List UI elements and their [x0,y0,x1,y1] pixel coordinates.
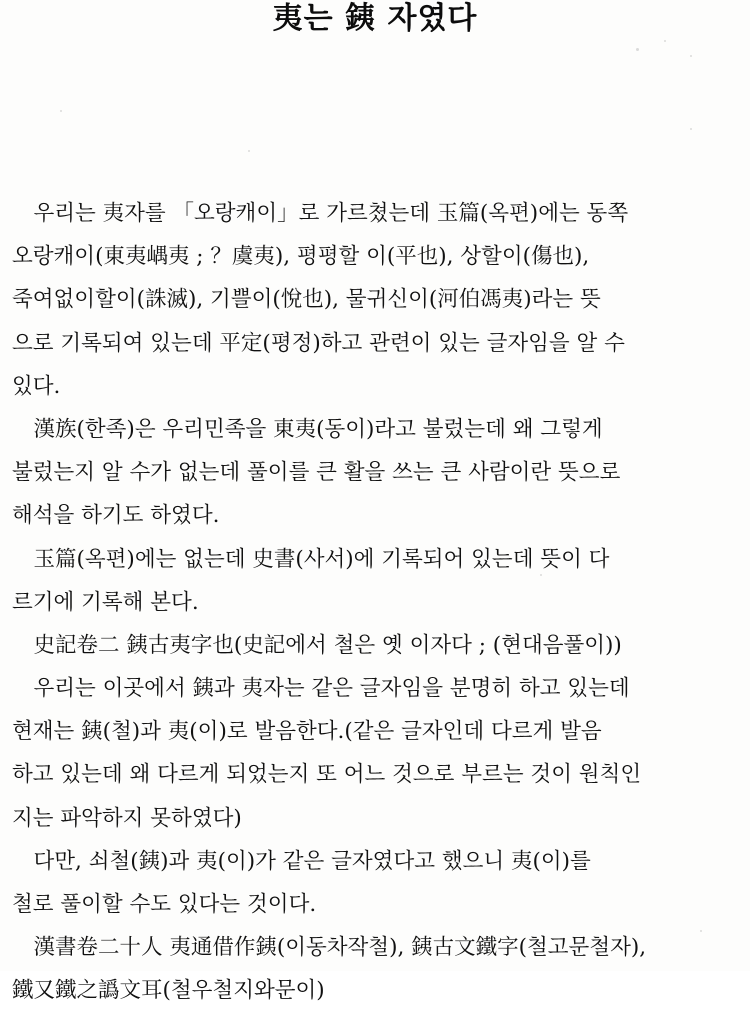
page-title: 夷는 銕 자였다 [272,1,478,36]
paragraph [12,538,742,624]
text-line: 玉篇(옥편)에는 없는데 史書(사서)에 기록되어 있는데 뜻이 다 [12,546,610,572]
text-line: 史記卷二 銕古夷字也(史記에서 철은 옛 이자다 ; (현대음풀이)) [12,632,622,658]
paragraph [12,624,742,667]
scan-speck [248,150,250,152]
text-line: 불렀는지 알 수가 없는데 풀이를 큰 활을 쓰는 큰 사람이란 뜻으로 [12,460,621,486]
body-text [12,192,742,1013]
paragraph [12,926,742,1012]
scan-speck [664,40,666,42]
scan-speck [60,110,62,112]
text-line: 우리는 夷자를 「오랑캐이」로 가르쳤는데 玉篇(옥편)에는 동쪽 [12,201,629,226]
text-line: 漢族(한족)은 우리민족을 東夷(동이)라고 불렀는데 왜 그렇게 [12,416,603,442]
text-line: 鐵又鐵之譌文耳(철우철지와문이) [12,978,325,1004]
text-line: 우리는 이곳에서 銕과 夷자는 같은 글자임을 분명히 하고 있는데 [12,676,630,702]
text-line: 오랑캐이(東夷嵎夷 ; ？虞夷), 평평할 이(平也), 상할이(傷也), [12,244,590,270]
text-line: 으로 기록되여 있는데 平定(평정)하고 관련이 있는 글자임을 알 수 [12,330,625,356]
text-line: 르기에 기록해 본다. [12,589,199,615]
scan-speck [690,128,692,130]
text-line: 다만, 쇠철(銕)과 夷(이)가 같은 글자였다고 했으니 夷(이)를 [12,848,591,874]
text-line: 지는 파악하지 못하였다) [12,805,242,831]
text-line: 있다. [12,373,61,399]
text-line: 현재는 銕(철)과 夷(이)로 발음한다.(같은 글자인데 다르게 발음 [12,719,602,745]
text-line: 해석을 하기도 하였다. [12,503,220,529]
text-line: 죽여없이할이(誅滅), 기쁠이(悅也), 물귀신이(河伯馮夷)라는 뜻 [12,287,601,313]
paragraph [12,667,742,840]
scan-speck [636,48,639,51]
paragraph [12,192,742,408]
text-line: 하고 있는데 왜 다르게 되었는지 또 어느 것으로 부르는 것이 원칙인 [12,762,642,788]
paragraph [12,840,742,926]
scan-speck [690,55,692,57]
text-line: 漢書卷二十人 夷通借作銕(이동차작철), 銕古文鐵字(철고문철자), [12,935,647,961]
paragraph [12,408,742,538]
text-line: 철로 풀이할 수도 있다는 것이다. [12,892,317,917]
